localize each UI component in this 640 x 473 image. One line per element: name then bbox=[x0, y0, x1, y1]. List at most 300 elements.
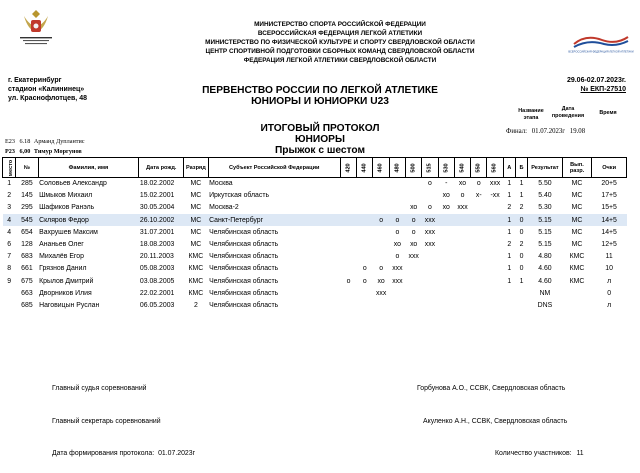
championship-title: ПЕРВЕНСТВО РОССИИ ПО ЛЕГКОЙ АТЛЕТИКЕ bbox=[202, 85, 438, 96]
cell-attempt bbox=[487, 263, 503, 275]
cell-done-rank: МС bbox=[571, 241, 583, 249]
event-time-heading: Время bbox=[599, 110, 617, 116]
cell-attempt bbox=[471, 287, 487, 299]
cell-attempt bbox=[406, 263, 422, 275]
record-value: 6,00 bbox=[19, 148, 31, 155]
protocol-formed-line bbox=[52, 450, 195, 457]
cell-dob: 18.02.2002 bbox=[139, 180, 175, 188]
col-points: Очки bbox=[592, 158, 627, 178]
cell-b: 0 bbox=[519, 265, 524, 273]
record-line-russia bbox=[5, 148, 82, 155]
cell-attempt: о bbox=[428, 204, 432, 212]
cell-points: 20+5 bbox=[601, 180, 617, 188]
cell-attempt: ххх bbox=[424, 228, 436, 236]
cell-dob: 05.08.2003 bbox=[139, 265, 175, 273]
cell-name: Соловьев Александр bbox=[39, 180, 107, 188]
cell-attempt bbox=[438, 226, 454, 238]
cell-name: Грязнов Данил bbox=[39, 265, 87, 273]
cell-place: 4 bbox=[7, 228, 12, 236]
cell-attempt bbox=[340, 190, 356, 202]
cell-region: Челябинская область bbox=[209, 253, 279, 261]
cell-attempt bbox=[422, 263, 438, 275]
cell-attempt bbox=[357, 299, 373, 311]
cell-points: 14+5 bbox=[601, 228, 617, 236]
cell-number: 663 bbox=[21, 289, 33, 297]
org-line-1: МИНИСТЕРСТВО СПОРТА РОССИЙСКОЙ ФЕДЕРАЦИИ bbox=[254, 21, 426, 28]
cell-rank: КМС bbox=[188, 289, 204, 297]
cell-attempt bbox=[389, 299, 405, 311]
cell-attempt: о bbox=[406, 214, 422, 226]
cell-region: Иркутская область bbox=[209, 192, 270, 200]
cell-attempt: х- bbox=[475, 192, 482, 200]
cell-attempt bbox=[340, 214, 356, 226]
cell-name: Наговицын Руслан bbox=[39, 301, 100, 309]
org-line-4: ЦЕНТР СПОРТИВНОЙ ПОДГОТОВКИ СБОРНЫХ КОМАНД СВЕРДЛОВСКОЙ ОБЛАСТИ bbox=[205, 48, 475, 55]
cell-b: 0 bbox=[519, 253, 524, 261]
cell-attempt bbox=[357, 226, 373, 238]
cell-attempt: о bbox=[389, 214, 405, 226]
cell-attempt: о bbox=[395, 228, 400, 236]
cell-a: 2 bbox=[507, 204, 512, 212]
col-place: место bbox=[3, 158, 16, 178]
col-height: 550 bbox=[471, 158, 487, 178]
cell-number: 654 bbox=[21, 228, 33, 236]
cell-attempt bbox=[487, 275, 503, 287]
cell-rank: МС bbox=[190, 228, 202, 236]
cell-dob: 22.02.2001 bbox=[139, 289, 175, 297]
cell-result: 4.60 bbox=[538, 265, 552, 273]
record-holder: Тимур Моргунов bbox=[33, 148, 82, 155]
cell-attempt bbox=[487, 238, 503, 250]
cell-dob: 20.11.2003 bbox=[139, 253, 174, 261]
cell-attempt bbox=[389, 178, 405, 190]
cell-points: 12+5 bbox=[601, 241, 617, 249]
cell-attempt bbox=[406, 275, 422, 287]
venue-city: г. Екатеринбург bbox=[8, 77, 62, 84]
cell-attempt bbox=[340, 238, 356, 250]
cell-name: Скляров Федор bbox=[38, 214, 139, 226]
cell-attempt bbox=[340, 226, 356, 238]
cell-attempt: хо bbox=[458, 180, 467, 188]
cell-place bbox=[3, 287, 16, 299]
cell-region: Москва bbox=[209, 180, 233, 188]
cell-attempt bbox=[340, 299, 356, 311]
final-date: 01.07.2023г bbox=[531, 128, 566, 135]
record-code: P23 bbox=[5, 148, 15, 155]
cell-rank: МС bbox=[190, 241, 202, 249]
cell-attempt: хо bbox=[410, 241, 418, 249]
svg-text:ВСЕРОССИЙСКАЯ ФЕДЕРАЦИЯ ЛЕГКОЙ: ВСЕРОССИЙСКАЯ ФЕДЕРАЦИЯ ЛЕГКОЙ АТЛЕТИКИ bbox=[568, 50, 634, 54]
cell-dob: 26.10.2002 bbox=[139, 214, 184, 226]
table-row bbox=[3, 251, 627, 263]
cell-a: 1 bbox=[503, 214, 515, 226]
cell-result: 5.40 bbox=[538, 192, 552, 200]
cell-name: Дворников Илия bbox=[39, 289, 92, 297]
cell-attempt: хо bbox=[393, 241, 401, 249]
cell-attempt bbox=[422, 275, 438, 287]
cell-attempt bbox=[357, 214, 373, 226]
cell-name: Вахрушев Максим bbox=[39, 228, 98, 236]
cell-attempt: о bbox=[379, 265, 384, 273]
cell-result: 4.60 bbox=[538, 277, 552, 285]
cell-attempt bbox=[422, 190, 438, 202]
col-name: Фамилия, имя bbox=[38, 158, 139, 178]
cell-attempt bbox=[389, 190, 405, 202]
cell-dob: 15.02.2001 bbox=[139, 192, 175, 200]
cell-name: Ананьев Олег bbox=[39, 241, 84, 249]
table-row bbox=[3, 238, 627, 250]
final-time: 19.08 bbox=[569, 128, 586, 135]
cell-attempt: о bbox=[428, 180, 432, 188]
protocol-title: ИТОГОВЫЙ ПРОТОКОЛ bbox=[260, 123, 380, 134]
table-row bbox=[3, 190, 627, 202]
cell-region: Челябинская область bbox=[209, 241, 279, 249]
cell-attempt bbox=[357, 287, 373, 299]
cell-points: 14+5 bbox=[592, 214, 627, 226]
cell-rank: КМС bbox=[188, 277, 204, 285]
cell-attempt: о bbox=[460, 192, 465, 200]
cell-points: л bbox=[607, 301, 612, 309]
cell-attempt bbox=[471, 251, 487, 263]
col-a: А bbox=[503, 158, 515, 178]
cell-number: 675 bbox=[21, 277, 33, 285]
cell-result: 5.15 bbox=[528, 214, 563, 226]
cell-dob: 03.08.2005 bbox=[139, 277, 175, 285]
cell-attempt bbox=[406, 190, 422, 202]
cell-points: 15+5 bbox=[601, 204, 617, 212]
cell-attempt bbox=[454, 287, 470, 299]
cell-attempt bbox=[340, 287, 356, 299]
championship-subtitle: ЮНИОРЫ И ЮНИОРКИ U23 bbox=[251, 96, 389, 107]
cell-attempt bbox=[438, 287, 454, 299]
cell-attempt bbox=[487, 202, 503, 214]
cell-a: 1 bbox=[507, 253, 512, 261]
cell-points: 0 bbox=[607, 289, 612, 297]
cell-b bbox=[515, 287, 527, 299]
cell-region: Челябинская область bbox=[209, 301, 279, 309]
table-header-row bbox=[3, 158, 627, 178]
org-line-2: ВСЕРОССИЙСКАЯ ФЕДЕРАЦИЯ ЛЕГКОЙ АТЛЕТИКИ bbox=[257, 30, 423, 37]
cell-b: 2 bbox=[519, 204, 524, 212]
cell-dob: 18.08.2003 bbox=[139, 241, 175, 249]
cell-attempt bbox=[471, 238, 487, 250]
cell-attempt bbox=[340, 251, 356, 263]
cell-attempt bbox=[487, 214, 503, 226]
cell-number: 128 bbox=[21, 241, 33, 249]
cell-attempt bbox=[357, 202, 373, 214]
cell-attempt: хо bbox=[410, 204, 418, 212]
cell-attempt bbox=[471, 299, 487, 311]
protocol-group: ЮНИОРЫ bbox=[295, 134, 345, 145]
cell-points: 17+5 bbox=[601, 192, 617, 200]
cell-rank: КМС bbox=[188, 265, 204, 273]
org-line-5: ФЕДЕРАЦИЯ ЛЕГКОЙ АТЛЕТИКИ СВЕРДЛОВСКОЙ ОБЛАСТИ bbox=[243, 57, 437, 64]
document-number: № ЕКП-27510 bbox=[580, 86, 626, 93]
cell-attempt bbox=[454, 263, 470, 275]
cell-rank: КМС bbox=[188, 253, 204, 261]
cell-attempt: о bbox=[476, 180, 481, 188]
cell-attempt bbox=[422, 299, 438, 311]
col-height: 515 bbox=[422, 158, 438, 178]
cell-points: л bbox=[607, 277, 612, 285]
protocol-event: Прыжок с шестом bbox=[274, 145, 366, 156]
table-row bbox=[3, 226, 627, 238]
cell-done-rank: МС bbox=[571, 228, 583, 236]
venue-address: ул. Краснофлотцев, 48 bbox=[8, 95, 87, 102]
cell-dob: 31.07.2001 bbox=[139, 228, 175, 236]
col-height: 540 bbox=[454, 158, 470, 178]
col-height: 500 bbox=[406, 158, 422, 178]
cell-attempt: ххх bbox=[392, 265, 403, 273]
cell-dob: 30.05.2004 bbox=[139, 204, 175, 212]
cell-a: 1 bbox=[507, 180, 512, 188]
cell-a bbox=[503, 287, 515, 299]
cell-place: 3 bbox=[7, 204, 12, 212]
cell-number: 661 bbox=[21, 265, 33, 273]
record-line-europe bbox=[5, 138, 85, 145]
cell-result: DNS bbox=[537, 301, 553, 309]
record-value: 6.18 bbox=[19, 138, 31, 145]
cell-done-rank: КМС bbox=[569, 253, 585, 261]
cell-place: 7 bbox=[7, 253, 12, 261]
cell-b: 0 bbox=[519, 228, 524, 236]
participants-count-line bbox=[495, 450, 584, 457]
cell-attempt: о bbox=[373, 214, 389, 226]
cell-attempt bbox=[454, 214, 470, 226]
cell-attempt bbox=[373, 226, 389, 238]
cell-attempt: о bbox=[362, 277, 367, 285]
cell-attempt: - bbox=[445, 180, 448, 188]
venue-stadium: стадион «Калининец» bbox=[8, 86, 85, 93]
cell-points: 11 bbox=[605, 253, 613, 261]
cell-attempt: -хх bbox=[490, 192, 500, 200]
cell-attempt bbox=[406, 287, 422, 299]
cell-b bbox=[515, 299, 527, 311]
cell-b: 0 bbox=[515, 214, 527, 226]
cell-attempt bbox=[389, 287, 405, 299]
cell-place: 4 bbox=[3, 214, 16, 226]
org-line-3: МИНИСТЕРСТВО ПО ФИЗИЧЕСКОЙ КУЛЬТУРЕ И СПОРТУ СВЕРДЛОВСКОЙ ОБЛАСТИ bbox=[205, 39, 475, 46]
chief-judge-label: Главный судья соревнований bbox=[52, 385, 147, 392]
formed-label: Дата формирования протокола: bbox=[52, 450, 155, 457]
cell-result: 4.80 bbox=[538, 253, 552, 261]
cell-attempt: о bbox=[346, 277, 351, 285]
cell-number: 685 bbox=[21, 301, 33, 309]
cell-attempt: о bbox=[411, 228, 416, 236]
cell-done-rank bbox=[562, 287, 592, 299]
cell-attempt: ххх bbox=[392, 277, 403, 285]
cell-name: Шмыков Михаил bbox=[39, 192, 93, 200]
table-row bbox=[3, 202, 627, 214]
cell-b: 1 bbox=[519, 192, 524, 200]
cell-attempt: ххх bbox=[424, 241, 436, 249]
table-row bbox=[3, 287, 627, 299]
cell-attempt: хо bbox=[377, 277, 385, 285]
cell-place: 6 bbox=[7, 241, 12, 249]
cell-name: Крылов Дмитрий bbox=[39, 277, 94, 285]
cell-attempt: ххх bbox=[422, 214, 438, 226]
cell-attempt bbox=[373, 251, 389, 263]
cell-attempt bbox=[438, 214, 454, 226]
table-row bbox=[3, 214, 627, 226]
cell-attempt bbox=[471, 214, 487, 226]
cell-rank: МС bbox=[184, 214, 208, 226]
cell-number: 295 bbox=[21, 204, 33, 212]
cell-attempt: ххх bbox=[408, 253, 419, 261]
cell-attempt bbox=[454, 226, 470, 238]
cell-b: 1 bbox=[519, 277, 524, 285]
cell-number: 683 bbox=[21, 253, 33, 261]
cell-attempt bbox=[454, 251, 470, 263]
cell-region: Санкт-Петербург bbox=[208, 214, 340, 226]
record-code: E23 bbox=[5, 138, 15, 145]
cell-b: 1 bbox=[519, 180, 524, 188]
cell-attempt bbox=[438, 263, 454, 275]
cell-points: 10 bbox=[605, 265, 613, 273]
cell-result: NM bbox=[539, 289, 551, 297]
cell-attempt bbox=[438, 299, 454, 311]
cell-dob: 06.05.2003 bbox=[139, 301, 175, 309]
cell-result: 5.15 bbox=[538, 241, 552, 249]
cell-attempt bbox=[357, 178, 373, 190]
cell-done-rank: КМС bbox=[569, 277, 585, 285]
formed-date: 01.07.2023г bbox=[158, 450, 196, 457]
cell-done-rank: МС bbox=[571, 180, 583, 188]
results-table bbox=[2, 157, 627, 312]
cell-attempt bbox=[438, 238, 454, 250]
chief-secretary-label: Главный секретарь соревнований bbox=[52, 418, 161, 425]
cell-a: 1 bbox=[507, 265, 512, 273]
table-row bbox=[3, 299, 627, 311]
cell-region: Москва-2 bbox=[209, 204, 239, 212]
cell-attempt bbox=[487, 226, 503, 238]
cell-rank: МС bbox=[190, 204, 202, 212]
cell-attempt bbox=[357, 238, 373, 250]
cell-attempt: о bbox=[362, 265, 367, 273]
col-number: № bbox=[16, 158, 38, 178]
cell-attempt bbox=[373, 190, 389, 202]
event-stage-heading: Название этапа bbox=[518, 108, 544, 121]
cell-done-rank: МС bbox=[571, 204, 583, 212]
cell-attempt bbox=[373, 202, 389, 214]
cell-attempt bbox=[357, 190, 373, 202]
cell-number: 285 bbox=[21, 180, 33, 188]
col-height: 440 bbox=[357, 158, 373, 178]
col-result: Результат bbox=[528, 158, 563, 178]
cell-place: 1 bbox=[7, 180, 12, 188]
cell-place: 9 bbox=[7, 277, 12, 285]
cell-region: Челябинская область bbox=[209, 277, 279, 285]
cell-attempt bbox=[357, 251, 373, 263]
cell-attempt bbox=[406, 178, 422, 190]
cell-attempt bbox=[487, 251, 503, 263]
cell-place bbox=[3, 299, 16, 311]
cell-done-rank: МС bbox=[562, 214, 592, 226]
cell-rank: МС bbox=[190, 192, 202, 200]
cell-place: 8 bbox=[7, 265, 12, 273]
cell-name: Шафиков Ранэль bbox=[39, 204, 95, 212]
cell-attempt bbox=[487, 287, 503, 299]
cell-region: Челябинская область bbox=[209, 228, 279, 236]
cell-attempt: хо bbox=[442, 192, 450, 200]
athletics-federation-logo bbox=[568, 34, 634, 54]
cell-attempt bbox=[454, 299, 470, 311]
cell-attempt bbox=[471, 275, 487, 287]
col-region: Субъект Российской Федерации bbox=[208, 158, 340, 178]
cell-attempt bbox=[373, 238, 389, 250]
col-height: 560 bbox=[487, 158, 503, 178]
table-row bbox=[3, 275, 627, 287]
cell-result: 5.50 bbox=[538, 180, 552, 188]
cell-attempt bbox=[438, 251, 454, 263]
cell-b: 2 bbox=[519, 241, 524, 249]
cell-result: 5.30 bbox=[538, 204, 552, 212]
ministry-of-sport-logo bbox=[14, 6, 58, 52]
cell-number: 545 bbox=[16, 214, 38, 226]
table-row bbox=[3, 263, 627, 275]
cell-attempt bbox=[438, 275, 454, 287]
participants-label: Количество участников: bbox=[495, 450, 572, 457]
cell-attempt bbox=[471, 226, 487, 238]
cell-attempt bbox=[454, 238, 470, 250]
record-holder: Арманд Дуплантис bbox=[33, 138, 85, 145]
cell-attempt bbox=[340, 263, 356, 275]
cell-attempt bbox=[487, 299, 503, 311]
cell-attempt bbox=[471, 263, 487, 275]
cell-name: Михалёв Егор bbox=[39, 253, 84, 261]
col-dob: Дата рожд. bbox=[139, 158, 184, 178]
cell-attempt bbox=[454, 275, 470, 287]
cell-attempt bbox=[389, 202, 405, 214]
col-done-rank: Вып. разр. bbox=[562, 158, 592, 178]
col-height: 420 bbox=[340, 158, 356, 178]
col-height: 530 bbox=[438, 158, 454, 178]
cell-region: Челябинская область bbox=[209, 289, 279, 297]
cell-attempt: ххх bbox=[457, 204, 468, 212]
col-height: 460 bbox=[373, 158, 389, 178]
cell-done-rank: МС bbox=[571, 192, 583, 200]
cell-result: 5.15 bbox=[538, 228, 552, 236]
table-row bbox=[3, 178, 627, 190]
chief-secretary-name: Акуленко А.Н., ССВК, Свердловская область bbox=[423, 418, 568, 425]
cell-attempt bbox=[340, 202, 356, 214]
col-b: Б bbox=[515, 158, 527, 178]
cell-attempt bbox=[373, 178, 389, 190]
cell-attempt: о bbox=[395, 253, 400, 261]
cell-attempt: ххх bbox=[489, 180, 501, 188]
cell-place: 2 bbox=[7, 192, 12, 200]
cell-attempt: хо bbox=[442, 204, 450, 212]
cell-attempt bbox=[340, 178, 356, 190]
final-line bbox=[506, 128, 585, 135]
cell-attempt bbox=[406, 299, 422, 311]
col-rank: Разряд bbox=[184, 158, 208, 178]
cell-attempt bbox=[422, 251, 438, 263]
cell-rank: 2 bbox=[193, 301, 198, 309]
cell-attempt bbox=[373, 299, 389, 311]
cell-number: 145 bbox=[21, 192, 33, 200]
cell-done-rank bbox=[562, 299, 592, 311]
cell-a: 2 bbox=[507, 241, 512, 249]
cell-attempt bbox=[471, 202, 487, 214]
participants-count: 11 bbox=[576, 450, 584, 457]
cell-region: Челябинская область bbox=[209, 265, 279, 273]
cell-attempt bbox=[422, 287, 438, 299]
cell-a bbox=[503, 299, 515, 311]
col-height: 480 bbox=[389, 158, 405, 178]
cell-rank: МС bbox=[190, 180, 202, 188]
chief-judge-name: Горбунова А.О., ССВК, Свердловская область bbox=[417, 385, 566, 392]
